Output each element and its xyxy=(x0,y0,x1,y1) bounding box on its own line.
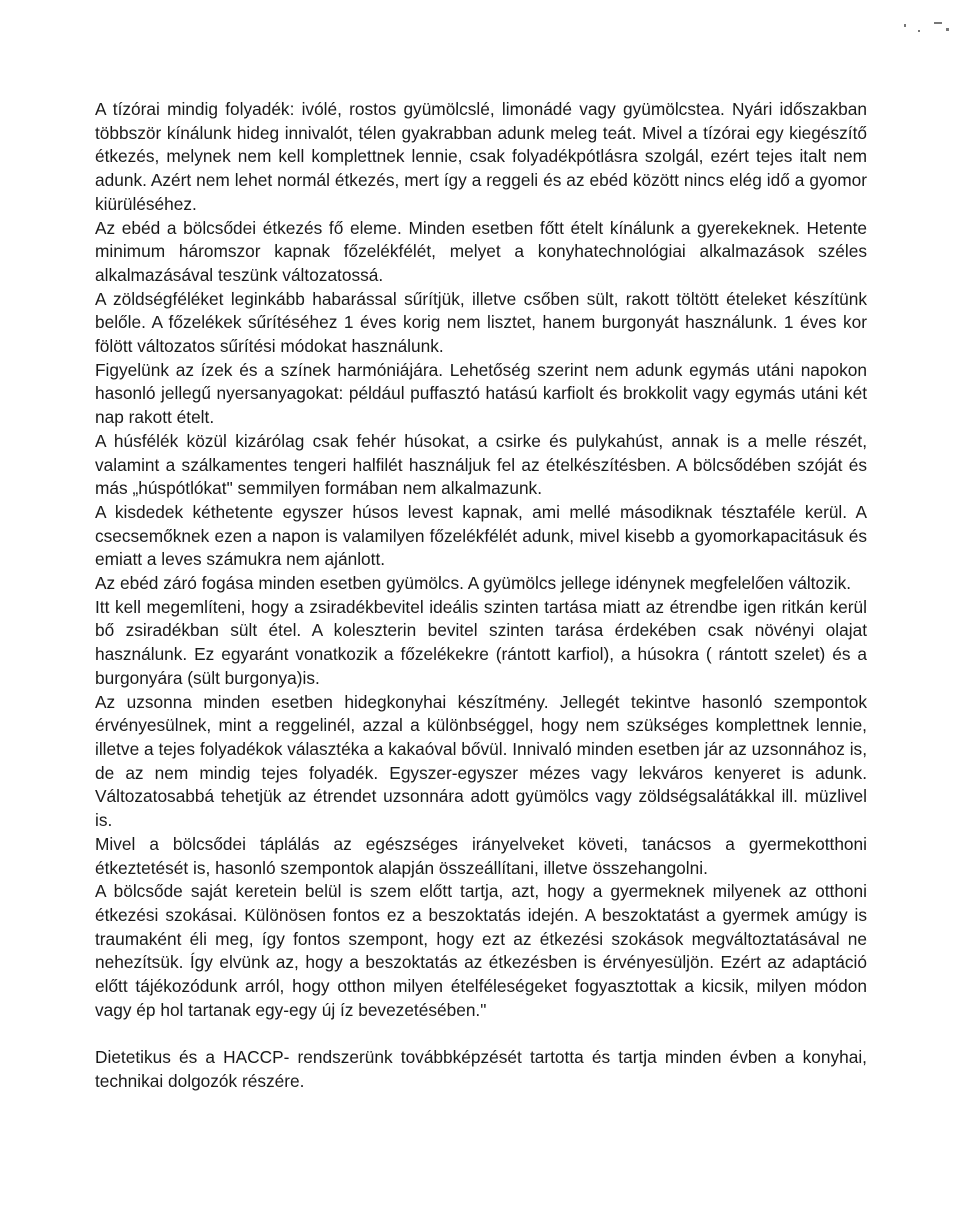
paragraph-gyermekotthon: Mivel a bölcsődei táplálás az egészséges irányelveket követi, tanácsos a gyermekotthoni étkeztetését is, hasonló szempontok alapján összeállítani, illetve összehangolni. xyxy=(95,833,867,878)
paragraph-husfelek: A húsfélék közül kizárólag csak fehér húsokat, a csirke és pulykahúst, annak is a melle részét, valamint a szálkamentes tengeri halfilét használjuk fel az ételkészítésben. A bölcsődében szóját és más „húspótlókat" semmilyen formában nem alkalmazunk. xyxy=(95,430,867,499)
scan-speck xyxy=(904,24,906,27)
paragraph-beszoktatas: A bölcsőde saját keretein belül is szem előtt tartja, azt, hogy a gyermeknek milyenek az otthoni étkezési szokásai. Különösen fontos ez a beszoktatás idején. A beszoktatást a gyermek amúgy is traumaként éli meg, így fontos szempont, hogy ezt az étkezési szokások megváltoztatásával ne nehezítsük. Így elvünk az, hogy a beszoktatás az étkezésben is érvényesüljön. Ezért az adaptáció előtt tájékozódunk arról, hogy otthon milyen ételféleségeket fogyasztottak a kicsik, milyen módon vagy ép hol tartanak egy-egy új íz bevezetésében." xyxy=(95,881,867,1020)
paragraph-haccp: Dietetikus és a HACCP- rendszerünk továbbképzését tartotta és tartja minden évben a konyhai, technikai dolgozók részére. xyxy=(95,1047,867,1092)
scan-speck xyxy=(934,22,942,24)
paragraph-zsiradek: Itt kell megemlíteni, hogy a zsiradékbevitel ideális szinten tartása miatt az étrendbe igen ritkán kerül bő zsiradékban sült étel. A koleszterin bevitel szinten tarása érdekében csak növényi olajat használunk. Ez egyaránt vonatkozik a főzelékekre (rántott karfiol), a húsokra ( rántott szelet) és a burgonyára (sült burgonya)is. xyxy=(95,596,867,688)
paragraph-ebed: Az ebéd a bölcsődei étkezés fő eleme. Minden esetben főtt ételt kínálunk a gyerekeknek. Hetente minimum háromszor kapnak főzelékfélét, melyet a konyhatechnológiai alkalmazások széles alkalmazásával teszünk változatossá. xyxy=(95,217,867,285)
paragraph-zoldsegfelek: A zöldségféléket leginkább habarással sűrítjük, illetve csőben sült, rakott töltött ételeket készítünk belőle. A főzelékek sűrítéséhez 1 éves korig nem lisztet, hanem burgonyát használunk. 1 éves kor fölött változatos sűrítési módokat használunk. xyxy=(95,288,867,357)
paragraph-zaro-fogas: Az ebéd záró fogása minden esetben gyümölcs. A gyümölcs jellege idénynek megfelelően változik. xyxy=(95,573,852,594)
scan-speck xyxy=(946,28,949,31)
paragraph-kisdedek: A kisdedek kéthetente egyszer húsos levest kapnak, ami mellé másodiknak tésztaféle kerül. A csecsemőknek ezen a napon is valamilyen főzelékfélét adunk, mivel kisebb a gyomorkapacitásuk és emiatt a leves számukra nem ajánlott. xyxy=(95,501,867,570)
scan-speck xyxy=(918,30,920,32)
paragraph-tizorai: A tízórai mindig folyadék: ivólé, rostos gyümölcslé, limonádé vagy gyümölcstea. Nyári időszakban többször kínálunk hideg innivalót, télen gyakrabban adunk meleg teát. Mivel a tízórai egy kiegészítő étkezés, melynek nem kell komplettnek lennie, csak folyadékpótlásra szolgál, ezért tejes italt nem adunk. Azért nem lehet normál étkezés, mert így a reggeli és az ebéd között nincs elég idő a gyomor kiürüléséhez. xyxy=(95,99,867,214)
paragraph-uzsonna: Az uzsonna minden esetben hidegkonyhai készítmény. Jellegét tekintve hasonló szempontok érvényesülnek, mint a reggelinél, azzal a különbséggel, hogy nem szükséges komplettnek lennie, illetve a tejes folyadékok választéka a kakaóval bővül. Innivaló minden esetben jár az uzsonnához is, de az nem mindig tejes folyadék. Egyszer-egyszer mézes vagy lekváros kenyeret is adunk. Változatosabbá tehetjük az étrendet uzsonnára adott gyümölcs vagy zöldségsalátákkal ill. müzlivel is. xyxy=(95,691,867,831)
document-page xyxy=(95,98,867,1094)
paragraph-izek: Figyelünk az ízek és a színek harmóniájára. Lehetőség szerint nem adunk egymás utáni napokon hasonló jellegű nyersanyagokat: például puffasztó hatású karfiolt és brokkolit vagy egymás utáni két nap rakott ételt. xyxy=(95,359,867,428)
